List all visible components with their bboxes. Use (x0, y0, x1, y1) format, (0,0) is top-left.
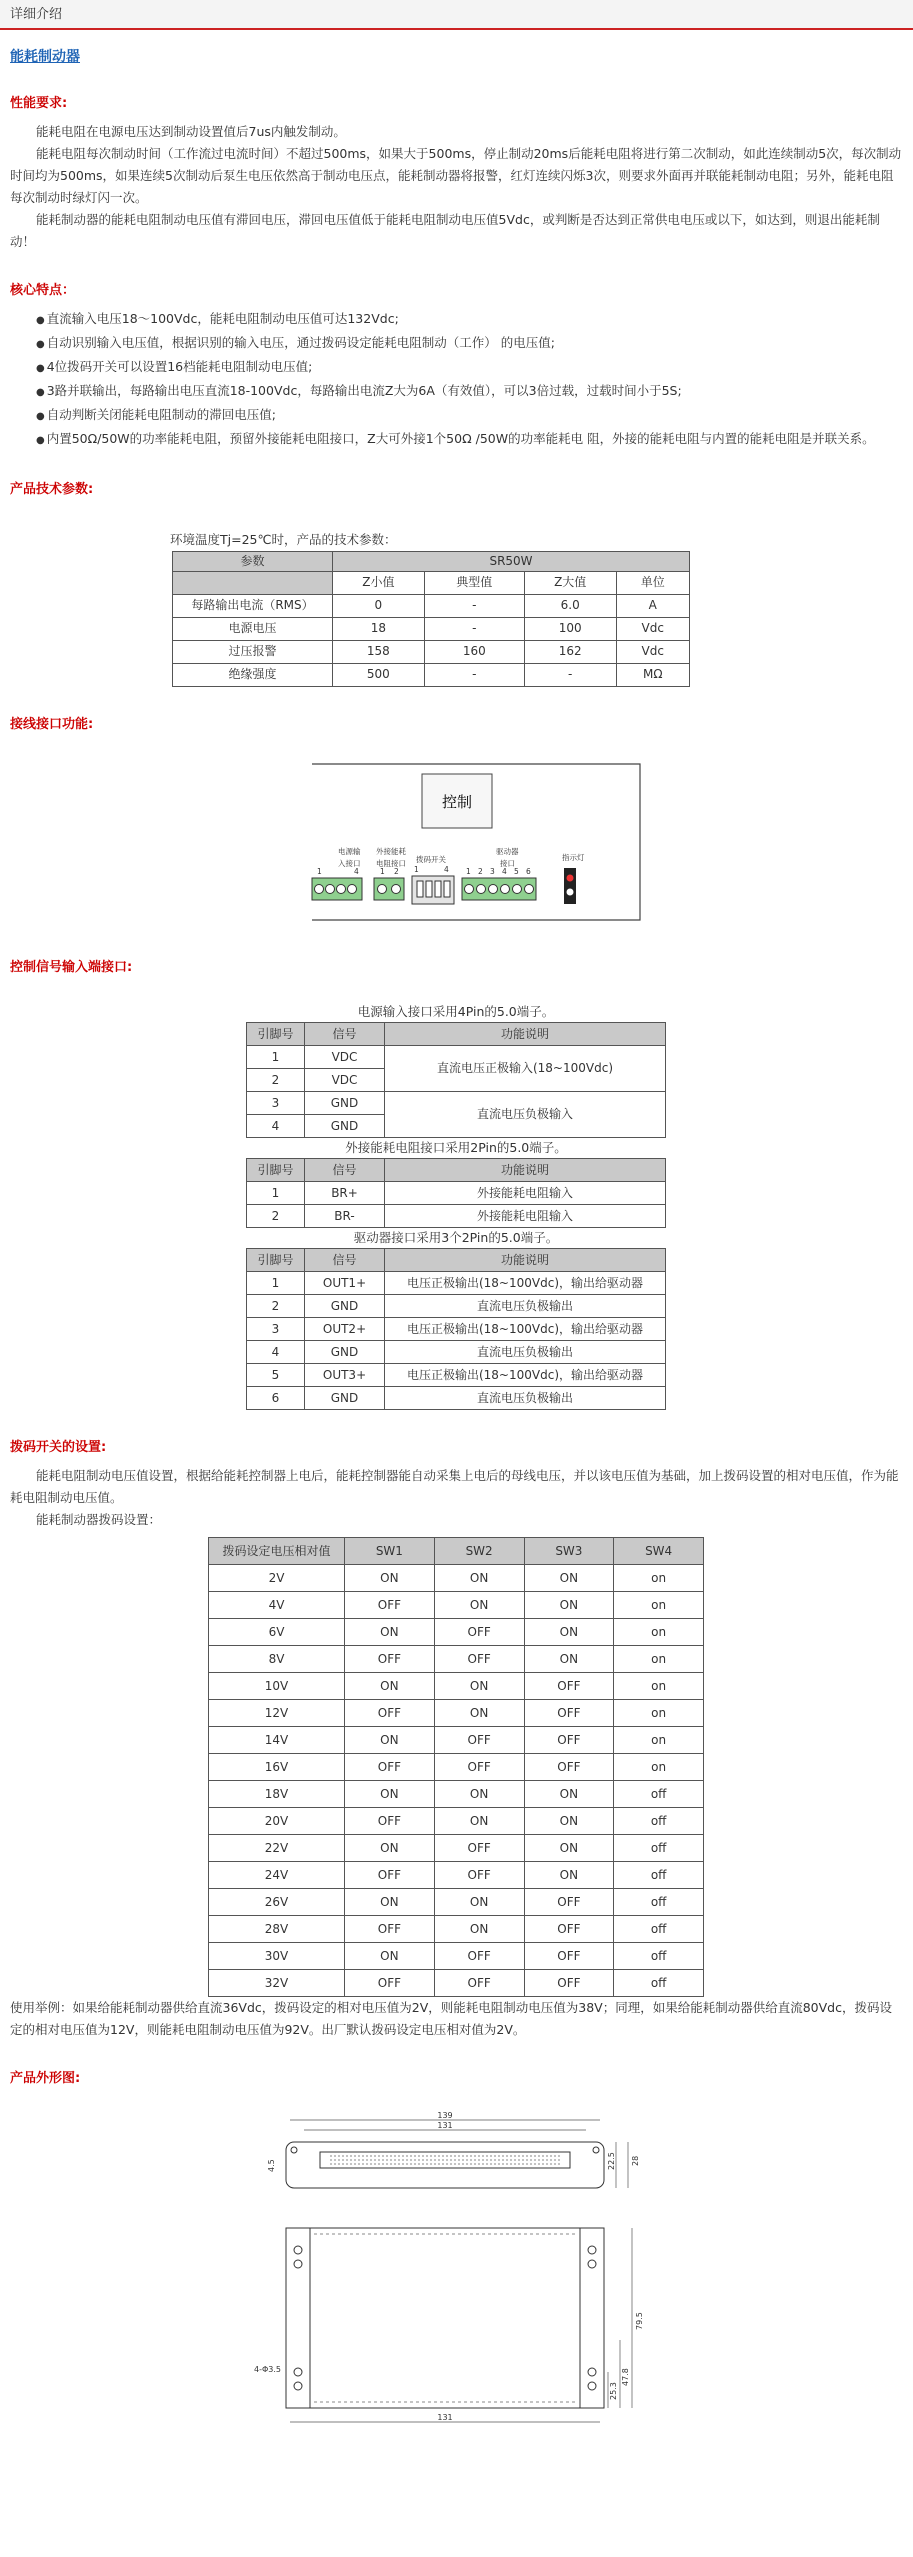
dip-cell: OFF (524, 1970, 614, 1997)
specs-cell: 500 (333, 663, 425, 686)
specs-head-min: Z小值 (333, 571, 425, 594)
dip-cell: ON (524, 1808, 614, 1835)
pin-label: 3 (490, 866, 495, 876)
cell: 外接能耗电阻输入 (385, 1182, 666, 1205)
dip-cell: off (614, 1808, 704, 1835)
power-label-2: 入接口 (338, 858, 361, 868)
dip-cell: 8V (209, 1646, 345, 1673)
specs-cell: - (424, 663, 524, 686)
dip-cell: on (614, 1619, 704, 1646)
features-title: 核心特点： (10, 283, 76, 299)
cell: 3 (247, 1092, 305, 1115)
cell: 2 (247, 1069, 305, 1092)
driver-pin-table (246, 1248, 666, 1410)
dip-cell: ON (345, 1727, 435, 1754)
dip-cell: 14V (209, 1727, 345, 1754)
dip-cell: OFF (434, 1835, 524, 1862)
cell: 1 (247, 1182, 305, 1205)
ext-label-2: 电阻接口 (376, 858, 406, 868)
dip-cell: off (614, 1943, 704, 1970)
dip-cell: OFF (345, 1700, 435, 1727)
dip-cell: OFF (345, 1970, 435, 1997)
cell: 2 (247, 1295, 305, 1318)
dip-label: 拨码开关 (416, 854, 446, 864)
table-row (173, 640, 690, 663)
cell: OUT2+ (305, 1318, 385, 1341)
table-row (173, 663, 690, 686)
dip-cell: OFF (524, 1916, 614, 1943)
table-row (247, 1295, 666, 1318)
dip-cell: off (614, 1916, 704, 1943)
cell: BR+ (305, 1182, 385, 1205)
pin-label: 4 (502, 866, 507, 876)
dip-cell: 10V (209, 1673, 345, 1700)
th-signal: 信号 (305, 1249, 385, 1272)
feature-item: ● 直流输入电压18～100Vdc，能耗电阻制动电压值可达132Vdc; (36, 308, 903, 332)
table-row (209, 1943, 704, 1970)
feature-item: ● 3路并联输出，每路输出电压直流18-100Vdc，每路输出电流Z大为6A（有效值），可以3倍过载，过载时间小于5S; (36, 380, 903, 404)
dip-cell: ON (345, 1943, 435, 1970)
cell: 1 (247, 1272, 305, 1295)
wiring-diagram (310, 762, 640, 930)
dip-cell: on (614, 1673, 704, 1700)
th-sw1: SW1 (345, 1538, 435, 1565)
power-terminal (312, 878, 362, 900)
power-pin-table (246, 1022, 666, 1138)
control-label: 控制 (441, 792, 473, 811)
performance-para-2: 能耗电阻每次制动时间（工作流过电流时间）不超过500ms，如果大于500ms，停止制动20ms后能耗电阻将进行第二次制动，如此连续制动5次，每次制动时间均为500ms，如果连续5次制动后泵生电压依然高于制动电压点，能耗制动器将报警，红灯连续闪烁3次，则要求外面再并联能耗制动电阻；另外，能耗电阻每次制动时绿灯闪一次。 (10, 146, 902, 206)
dip-cell: ON (524, 1835, 614, 1862)
table-row (209, 1646, 704, 1673)
specs-head-param: 参数 (173, 551, 333, 571)
cell: GND (305, 1341, 385, 1364)
dip-paragraph: 能耗电阻制动电压值设置，根据给能耗控制器上电后，能耗控制器能自动采集上电后的母线电压，并以该电压值为基础，加上拨码设置的相对电压值，作为能耗电阻制动电压值。 (10, 1468, 899, 1506)
dip-cell: 26V (209, 1889, 345, 1916)
cell: BR- (305, 1205, 385, 1228)
cell: 直流电压负极输出 (385, 1341, 666, 1364)
dip-title: 拨码开关的设置: (10, 1440, 107, 1456)
specs-head-model: SR50W (333, 551, 690, 571)
feature-item: ● 自动识别输入电压值，根据识别的输入电压，通过拨码设定能耗电阻制动（工作） 的电压值; (36, 332, 903, 356)
drv-label-1: 驱动器 (496, 846, 519, 856)
drv-label-2: 接口 (500, 858, 515, 868)
specs-cell: 160 (424, 640, 524, 663)
table-row (209, 1970, 704, 1997)
dip-switch (412, 876, 454, 904)
specs-cell: - (524, 663, 616, 686)
dip-cell: ON (345, 1565, 435, 1592)
pin-label: 2 (394, 866, 399, 876)
cell: 5 (247, 1364, 305, 1387)
specs-cell: 电源电压 (173, 617, 333, 640)
dip-cell: OFF (524, 1700, 614, 1727)
dip-cell: OFF (524, 1754, 614, 1781)
dim-h2: 28 (631, 2155, 640, 2166)
table-row (209, 1781, 704, 1808)
dim-r3: 25.3 (609, 2382, 618, 2400)
cell: GND (305, 1092, 385, 1115)
dip-cell: 22V (209, 1835, 345, 1862)
dip-cell: 2V (209, 1565, 345, 1592)
th-pin: 引脚号 (247, 1249, 305, 1272)
cell: 6 (247, 1387, 305, 1410)
dip-cell: ON (524, 1592, 614, 1619)
dip-cell: ON (434, 1565, 524, 1592)
dip-caption: 能耗制动器拨码设置： (36, 1512, 162, 1528)
specs-cell: 158 (333, 640, 425, 663)
dim-top-w2: 131 (437, 2120, 453, 2130)
cell: 4 (247, 1115, 305, 1138)
dip-cell: ON (524, 1781, 614, 1808)
dip-cell: OFF (434, 1754, 524, 1781)
dip-cell: OFF (434, 1970, 524, 1997)
dip-cell: OFF (345, 1646, 435, 1673)
dim-left: 4.5 (267, 2159, 276, 2172)
cell: 4 (247, 1341, 305, 1364)
cell: 电压正极输出(18~100Vdc)，输出给驱动器 (385, 1364, 666, 1387)
cell: GND (305, 1387, 385, 1410)
dip-cell: ON (434, 1889, 524, 1916)
dip-cell: OFF (524, 1727, 614, 1754)
dip-cell: OFF (345, 1862, 435, 1889)
dip-cell: OFF (434, 1619, 524, 1646)
dip-cell: on (614, 1646, 704, 1673)
dip-cell: OFF (345, 1808, 435, 1835)
table-row (173, 594, 690, 617)
detail-header (0, 0, 913, 30)
table-row (209, 1862, 704, 1889)
features-list (36, 308, 903, 452)
specs-caption: 环境温度Tj=25℃时，产品的技术参数： (170, 531, 397, 547)
dip-cell: 20V (209, 1808, 345, 1835)
specs-cell: A (616, 594, 689, 617)
pin-label: 6 (526, 866, 531, 876)
outline-drawing (254, 2110, 913, 2448)
specs-cell: 6.0 (524, 594, 616, 617)
table-row (209, 1565, 704, 1592)
feature-item: ● 4位拨码开关可以设置16档能耗电阻制动电压值; (36, 356, 903, 380)
table-row (209, 1835, 704, 1862)
table1-caption: 电源输入接口采用4Pin的5.0端子。 (357, 1004, 555, 1020)
table-row (209, 1727, 704, 1754)
cell: 直流电压负极输出 (385, 1295, 666, 1318)
specs-cell: Vdc (616, 640, 689, 663)
cell: OUT1+ (305, 1272, 385, 1295)
dim-r2: 47.8 (621, 2368, 630, 2386)
signals-title: 控制信号输入端接口: (10, 959, 133, 975)
dip-cell: on (614, 1727, 704, 1754)
th-func: 功能说明 (385, 1023, 666, 1046)
specs-head-unit: 单位 (616, 571, 689, 594)
dip-cell: 12V (209, 1700, 345, 1727)
pin-label: 4 (444, 864, 449, 874)
dip-cell: ON (345, 1673, 435, 1700)
cell: 电压正极输出(18~100Vdc)，输出给驱动器 (385, 1272, 666, 1295)
th-pin: 引脚号 (247, 1159, 305, 1182)
dip-cell: ON (434, 1916, 524, 1943)
dip-cell: OFF (345, 1916, 435, 1943)
table-row (209, 1673, 704, 1700)
dip-cell: OFF (434, 1646, 524, 1673)
specs-cell: 绝缘强度 (173, 663, 333, 686)
pin-label: 1 (414, 864, 419, 874)
table-row (209, 1619, 704, 1646)
th-sw3: SW3 (524, 1538, 614, 1565)
table2-caption: 外接能耗电阻接口采用2Pin的5.0端子。 (345, 1140, 567, 1156)
specs-cell: MΩ (616, 663, 689, 686)
specs-table (172, 551, 690, 687)
cell: 电压正极输出(18~100Vdc)，输出给驱动器 (385, 1318, 666, 1341)
pin-label: 1 (466, 866, 471, 876)
detail-header-title: 详细介绍 (10, 7, 63, 22)
dip-cell: OFF (434, 1862, 524, 1889)
led-label: 指示灯 (562, 852, 585, 862)
dip-cell: ON (524, 1862, 614, 1889)
dip-cell: off (614, 1970, 704, 1997)
table-row (209, 1754, 704, 1781)
table-row (173, 617, 690, 640)
table-row (247, 1272, 666, 1295)
dim-bottom: 131 (437, 2412, 453, 2422)
dip-cell: off (614, 1835, 704, 1862)
dip-cell: ON (434, 1673, 524, 1700)
th-sw4: SW4 (614, 1538, 704, 1565)
table-row (209, 1592, 704, 1619)
dip-cell: OFF (345, 1592, 435, 1619)
dip-cell: on (614, 1700, 704, 1727)
pin-label: 2 (478, 866, 483, 876)
specs-cell: 100 (524, 617, 616, 640)
th-signal: 信号 (305, 1159, 385, 1182)
pin-label: 1 (317, 866, 322, 876)
dip-cell: 28V (209, 1916, 345, 1943)
dip-cell: ON (524, 1619, 614, 1646)
specs-cell: - (424, 617, 524, 640)
dip-cell: on (614, 1592, 704, 1619)
pin-label: 1 (380, 866, 385, 876)
specs-cell: 每路输出电流（RMS） (173, 594, 333, 617)
cell: GND (305, 1115, 385, 1138)
product-title: 能耗制动器 (10, 49, 80, 65)
th-signal: 信号 (305, 1023, 385, 1046)
feature-item: ● 自动判断关闭能耗电阻制动的滞回电压值; (36, 404, 903, 428)
pin-label: 4 (354, 866, 359, 876)
dip-cell: on (614, 1754, 704, 1781)
table-row (209, 1700, 704, 1727)
th-func: 功能说明 (385, 1249, 666, 1272)
dip-cell: OFF (524, 1889, 614, 1916)
dip-cell: ON (434, 1781, 524, 1808)
cell: VDC (305, 1046, 385, 1069)
th-sw2: SW2 (434, 1538, 524, 1565)
dip-example: 使用举例：如果给能耗制动器供给直流36Vdc，拨码设定的相对电压值为2V，则能耗电阻制动电压值为38V；同理，如果给能耗制动器供给直流80Vdc，拨码设定的相对电压值为12V，则能耗电阻制动电压值为92V。出厂默认拨码设定电压相对值为2V。 (10, 2000, 892, 2038)
dip-cell: OFF (434, 1943, 524, 1970)
cell: 直流电压负极输入 (385, 1092, 666, 1138)
table-row (247, 1205, 666, 1228)
driver-terminal (462, 878, 536, 900)
dip-cell: 32V (209, 1970, 345, 1997)
dip-cell: 18V (209, 1781, 345, 1808)
table-row (247, 1364, 666, 1387)
cell: 外接能耗电阻输入 (385, 1205, 666, 1228)
dip-cell: 4V (209, 1592, 345, 1619)
dip-table (208, 1537, 704, 1997)
table-row (209, 1889, 704, 1916)
specs-cell: Vdc (616, 617, 689, 640)
indicator-led (564, 868, 576, 904)
dip-cell: ON (434, 1700, 524, 1727)
wiring-title: 接线接口功能: (10, 716, 94, 732)
dip-cell: off (614, 1781, 704, 1808)
dip-cell: OFF (345, 1754, 435, 1781)
dip-cell: 6V (209, 1619, 345, 1646)
dip-cell: 24V (209, 1862, 345, 1889)
dip-cell: OFF (524, 1943, 614, 1970)
dip-cell: off (614, 1889, 704, 1916)
th-func: 功能说明 (385, 1159, 666, 1182)
pin-label: 5 (514, 866, 519, 876)
feature-item: ● 内置50Ω/50W的功率能耗电阻，预留外接能耗电阻接口，Z大可外接1个50Ω /50W的功率能耗电 阻，外接的能耗电阻与内置的能耗电阻是并联关系。 (36, 428, 903, 452)
specs-cell: 162 (524, 640, 616, 663)
th-pin: 引脚号 (247, 1023, 305, 1046)
performance-para-3: 能耗制动器的能耗电阻制动电压值有滞回电压，滞回电压值低于能耗电阻制动电压值5Vdc，或判断是否达到正常供电电压或以下，如达到，则退出能耗制动！ (10, 212, 880, 250)
dip-cell: ON (345, 1619, 435, 1646)
dip-cell: ON (434, 1808, 524, 1835)
specs-cell: 18 (333, 617, 425, 640)
specs-title: 产品技术参数: (10, 481, 94, 497)
ext-terminal (374, 878, 404, 900)
table-row (247, 1341, 666, 1364)
dim-r1: 79.5 (635, 2312, 644, 2330)
table-row (247, 1318, 666, 1341)
dip-cell: ON (345, 1889, 435, 1916)
specs-cell: - (424, 594, 524, 617)
dip-cell: ON (345, 1781, 435, 1808)
dip-cell: ON (345, 1835, 435, 1862)
cell: 直流电压正极输入(18~100Vdc) (385, 1046, 666, 1092)
dim-top-w1: 139 (437, 2110, 453, 2120)
cell: 直流电压负极输出 (385, 1387, 666, 1410)
dip-cell: 16V (209, 1754, 345, 1781)
th-dip: 拨码设定电压相对值 (209, 1538, 345, 1565)
dim-holes: 4-Φ3.5 (254, 2364, 281, 2374)
brake-pin-table (246, 1158, 666, 1228)
power-label-1: 电源输 (338, 846, 361, 856)
dip-cell: ON (434, 1592, 524, 1619)
dip-cell: 30V (209, 1943, 345, 1970)
table-row (209, 1808, 704, 1835)
cell: VDC (305, 1069, 385, 1092)
cell: GND (305, 1295, 385, 1318)
table-row (247, 1387, 666, 1410)
cell: OUT3+ (305, 1364, 385, 1387)
dim-h1: 22.5 (607, 2152, 616, 2170)
specs-head-typ: 典型值 (424, 571, 524, 594)
dip-cell: ON (524, 1565, 614, 1592)
dip-cell: ON (524, 1646, 614, 1673)
specs-cell: 过压报警 (173, 640, 333, 663)
specs-head-max: Z大值 (524, 571, 616, 594)
performance-title: 性能要求: (10, 96, 68, 112)
performance-para-1: 能耗电阻在电源电压达到制动设置值后7us内触发制动。 (36, 124, 346, 140)
dip-cell: off (614, 1862, 704, 1889)
table3-caption: 驱动器接口采用3个2Pin的5.0端子。 (353, 1230, 559, 1246)
table-row (209, 1916, 704, 1943)
outline-title: 产品外形图: (10, 2071, 81, 2087)
dip-cell: on (614, 1565, 704, 1592)
specs-cell: 0 (333, 594, 425, 617)
dip-cell: OFF (524, 1673, 614, 1700)
cell: 1 (247, 1046, 305, 1069)
cell: 2 (247, 1205, 305, 1228)
dip-cell: OFF (434, 1727, 524, 1754)
cell: 3 (247, 1318, 305, 1341)
ext-label-1: 外接能耗 (376, 846, 406, 856)
table-row (247, 1182, 666, 1205)
